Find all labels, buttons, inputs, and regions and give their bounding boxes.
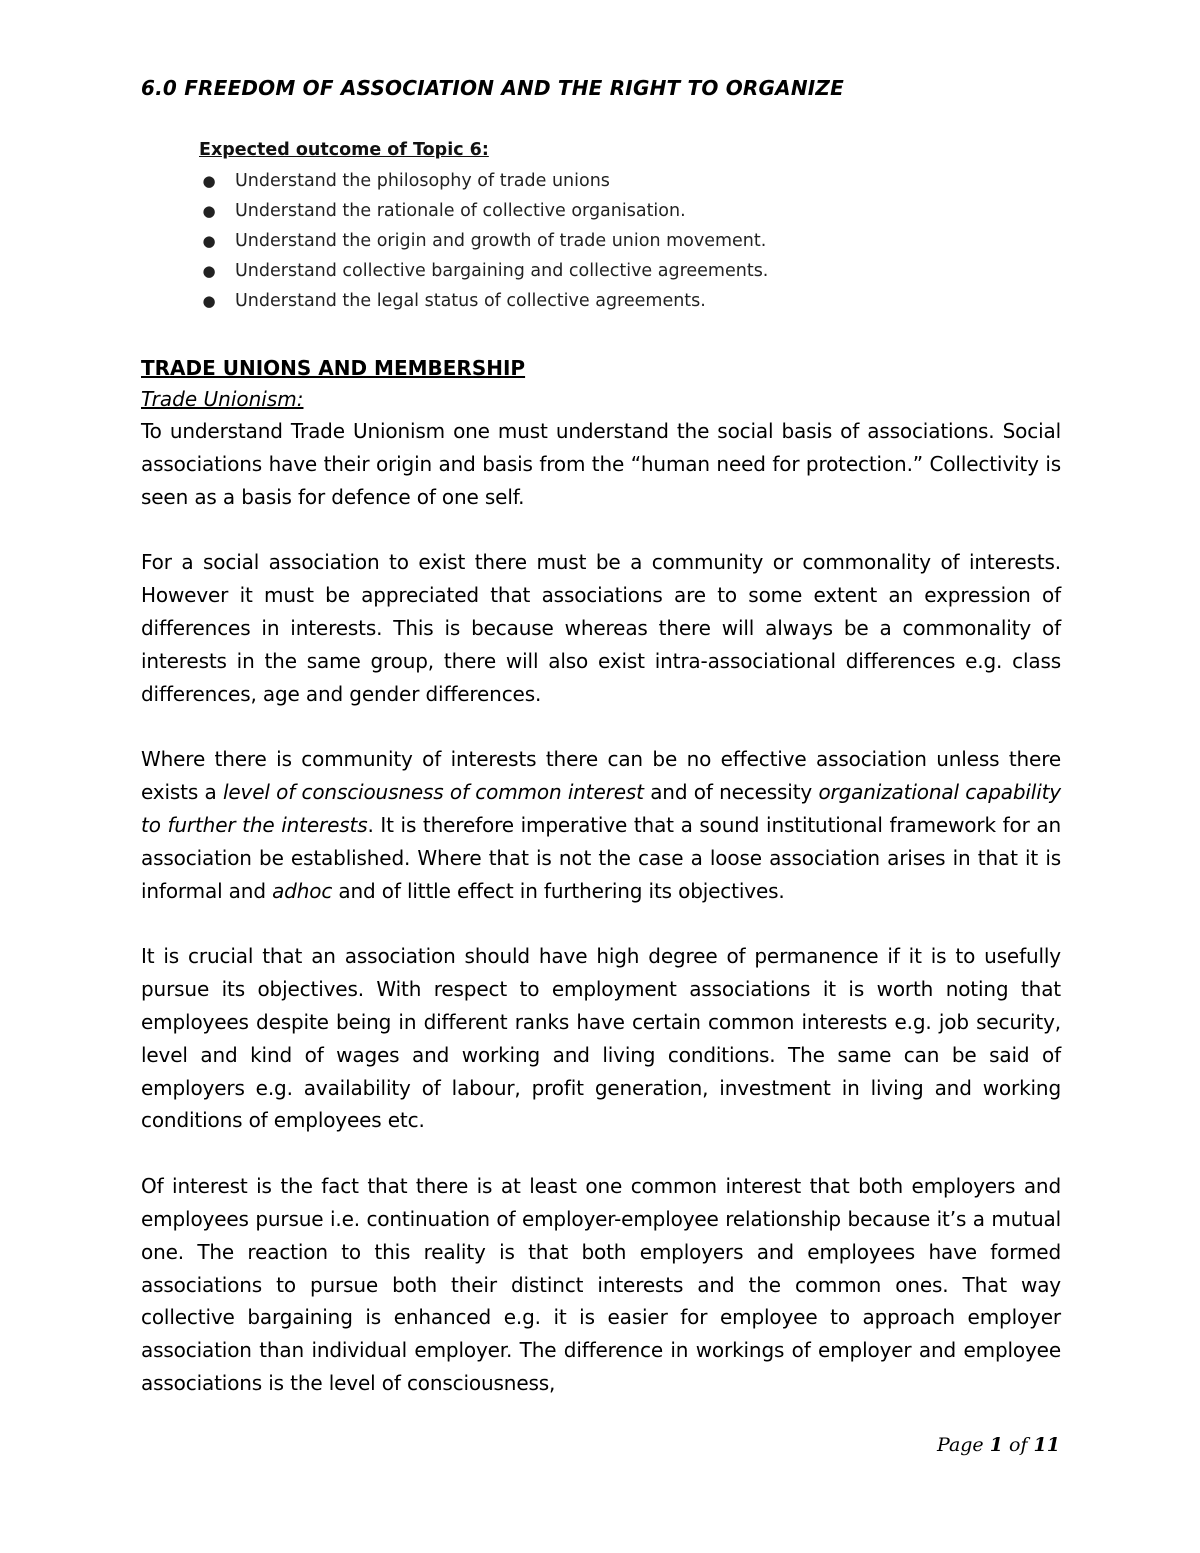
outcome-item: ● Understand the philosophy of trade unions (199, 166, 1061, 196)
outcome-item: ● Understand the origin and growth of trade union movement. (199, 226, 1061, 256)
paragraph: It is crucial that an association should have high degree of permanence if it is to usefully pursue its objectives. With respect to employment associations it is worth noting that employees despite being in different ranks have certain common interests e.g. job security, level and kind of wages and working and living conditions. The same can be said of employers e.g. availability of labour, profit generation, investment in living and working conditions of employees etc. (141, 944, 1061, 1133)
page-number: Page 1 of 11 (937, 1434, 1060, 1456)
outcome-item: ● Understand the rationale of collective organisation. (199, 196, 1061, 226)
emphasis-text: organizational capability to further the interests (141, 780, 1061, 837)
paragraph: Where there is community of interests there can be no effective association unless there exists a level of consciousness of common interest and of necessity organizational capability to further the interests. It is therefore imperative that a sound institutional framework for an association be established. Where that is not the case a loose association arises in that it is informal and adhoc and of little effect in furthering its objectives. (141, 747, 1061, 903)
expected-outcome-list (199, 166, 1061, 316)
bullet-icon: ● (202, 172, 216, 190)
bullet-icon: ● (202, 232, 216, 250)
section-heading: TRADE UNIONS AND MEMBERSHIP (141, 356, 526, 380)
paragraph: Of interest is the fact that there is at least one common interest that both employers and employees pursue i.e. continuation of employer-employee relationship because it’s a mutual one. The reaction to this reality is that both employers and employees have formed associations to pursue both their distinct interests and the common ones. That way collective bargaining is enhanced e.g. it is easier for employee to approach employer association than individual employer. The difference in workings of employer and employee associations is the level of consciousness, (141, 1174, 1061, 1395)
document-title: 6.0 FREEDOM OF ASSOCIATION AND THE RIGHT TO ORGANIZE (141, 76, 844, 100)
bullet-icon: ● (202, 262, 216, 280)
expected-outcome-heading: Expected outcome of Topic 6: (199, 140, 489, 160)
outcome-item: ● Understand collective bargaining and collective agreements. (199, 256, 1061, 286)
paragraph: For a social association to exist there must be a community or commonality of interests. However it must be appreciated that associations are to some extent an expression of differences in interests. This is because whereas there will always be a commonality of interests in the same group, there will also exist intra-associational differences e.g. class differences, age and gender differences. (141, 550, 1061, 706)
bullet-icon: ● (202, 202, 216, 220)
expected-outcome-block (199, 138, 1061, 316)
bullet-icon: ● (202, 292, 216, 310)
document-page (141, 74, 1061, 1400)
emphasis-text: adhoc (272, 878, 333, 903)
paragraph: To understand Trade Unionism one must understand the social basis of associations. Social associations have their origin and basis from the “human need for protection.” Collectivity is seen as a basis for defence of one self. (141, 419, 1061, 509)
emphasis-text: level of consciousness of common interest (222, 780, 644, 805)
outcome-item: ● Understand the legal status of collective agreements. (199, 286, 1061, 316)
subsection-heading: Trade Unionism: (141, 387, 304, 411)
